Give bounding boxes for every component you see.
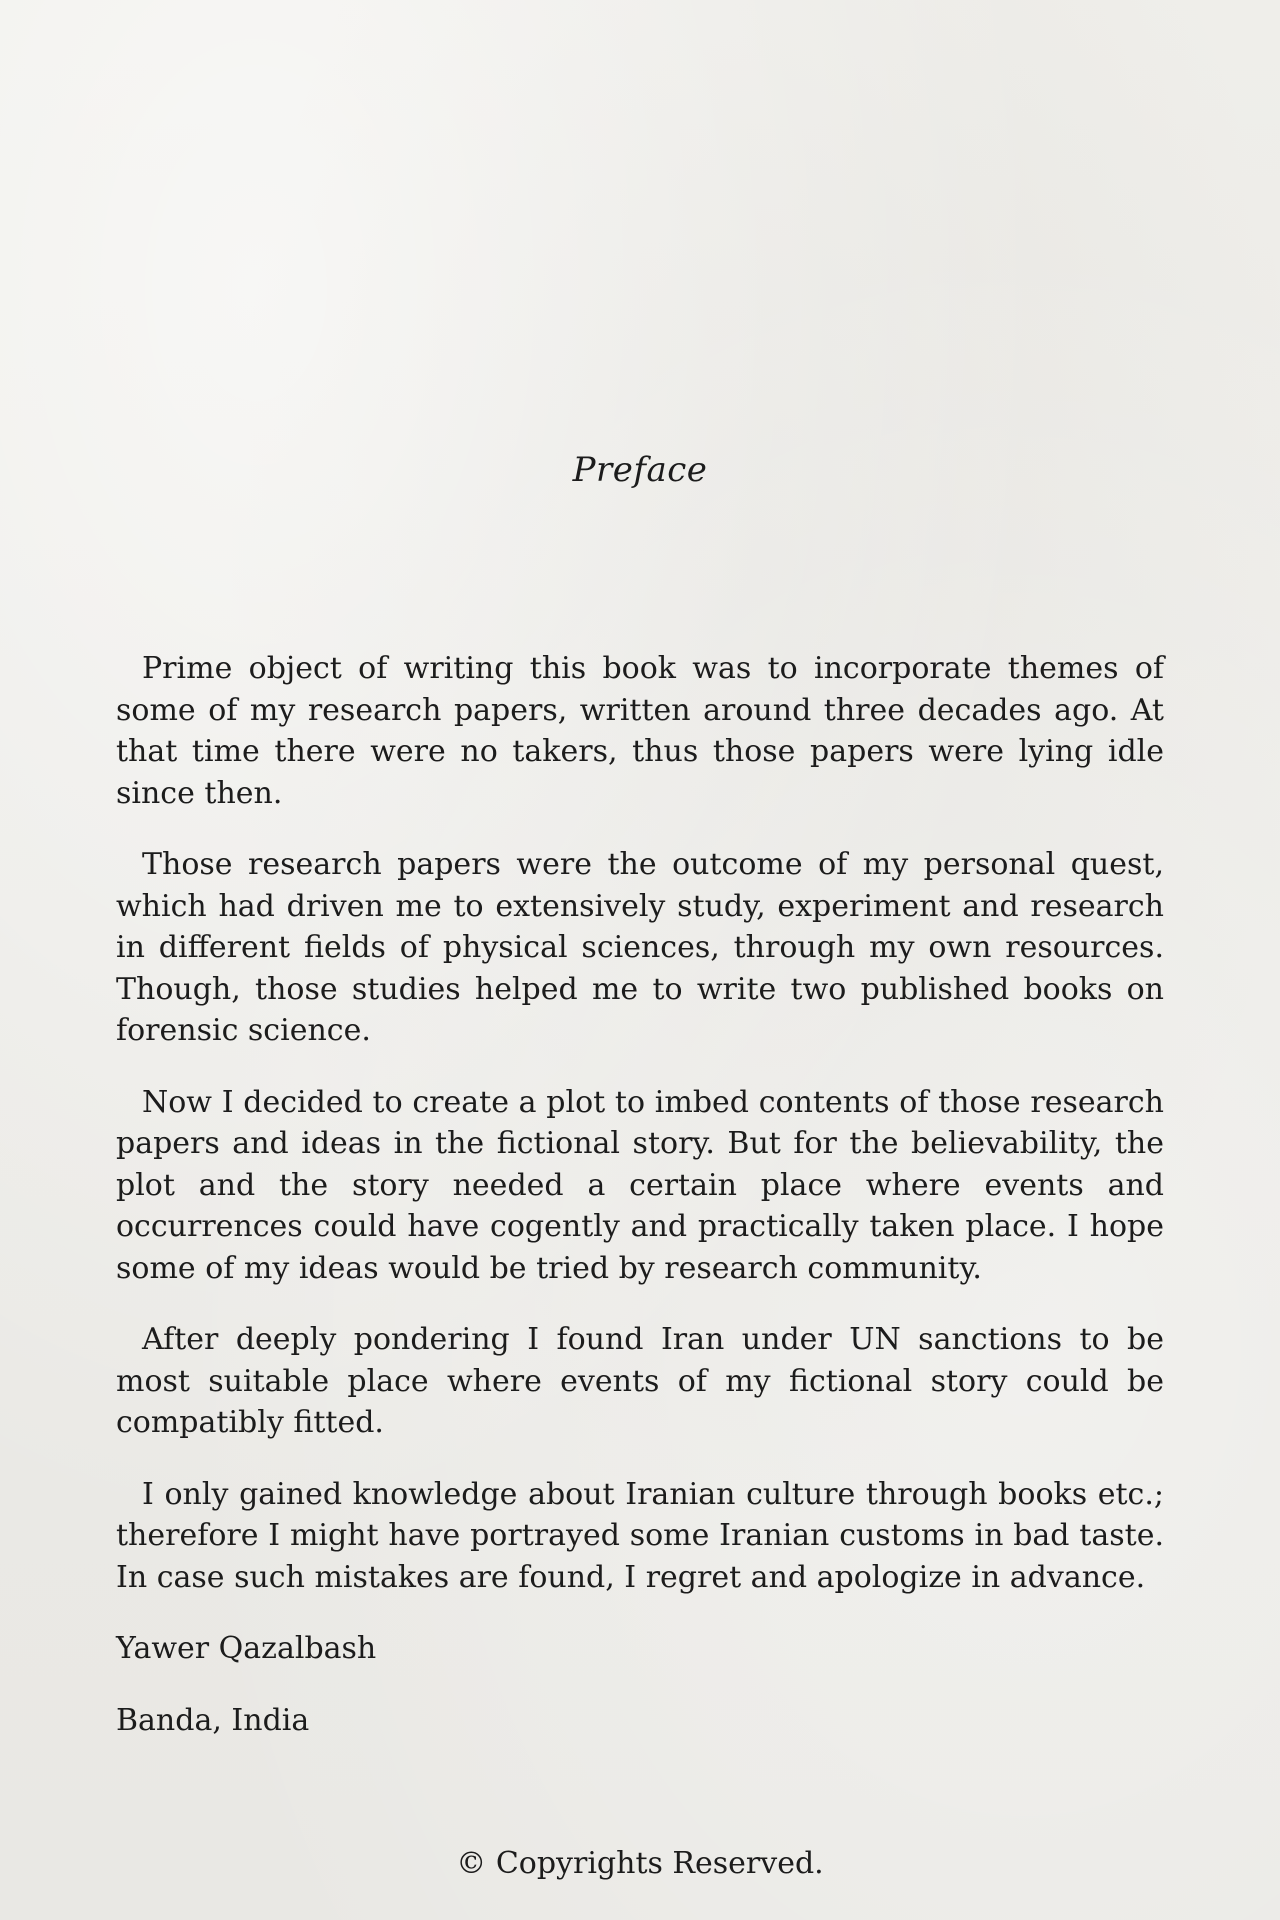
preface-body	[116, 648, 1164, 1771]
paragraph-1: Prime object of writing this book was to incorporate themes of some of my research papers, written around three decades ago. At that time there were no takers, thus those papers were lying idle since then.	[116, 651, 1164, 811]
paragraph-2: Those research papers were the outcome of my personal quest, which had driven me to extensively study, experiment and research in different fields of physical sciences, through my own resources. Though, those studies helped me to write two published books on forensic science.	[116, 847, 1164, 1048]
paragraph-3: Now I decided to create a plot to imbed contents of those research papers and ideas in the fictional story. But for the believability, the plot and the story needed a certain place where events and occurrences could have cogently and practically taken place. I hope some of my ideas would be tried by research community.	[116, 1084, 1164, 1286]
paragraph-5: I only gained knowledge about Iranian culture through books etc.; therefore I might have portrayed some Iranian customs in bad taste. In case such mistakes are found, I regret and apologize in advance.	[116, 1476, 1164, 1595]
copyright-notice: © Copyrights Reserved.	[456, 1846, 824, 1881]
paragraph-4: After deeply pondering I found Iran under UN sanctions to be most suitable place where events of my fictional story could be compatibly fitted.	[116, 1322, 1164, 1440]
author-name: Yawer Qazalbash	[116, 1631, 377, 1666]
author-location: Banda, India	[116, 1702, 310, 1738]
page-title: Preface	[572, 450, 708, 490]
